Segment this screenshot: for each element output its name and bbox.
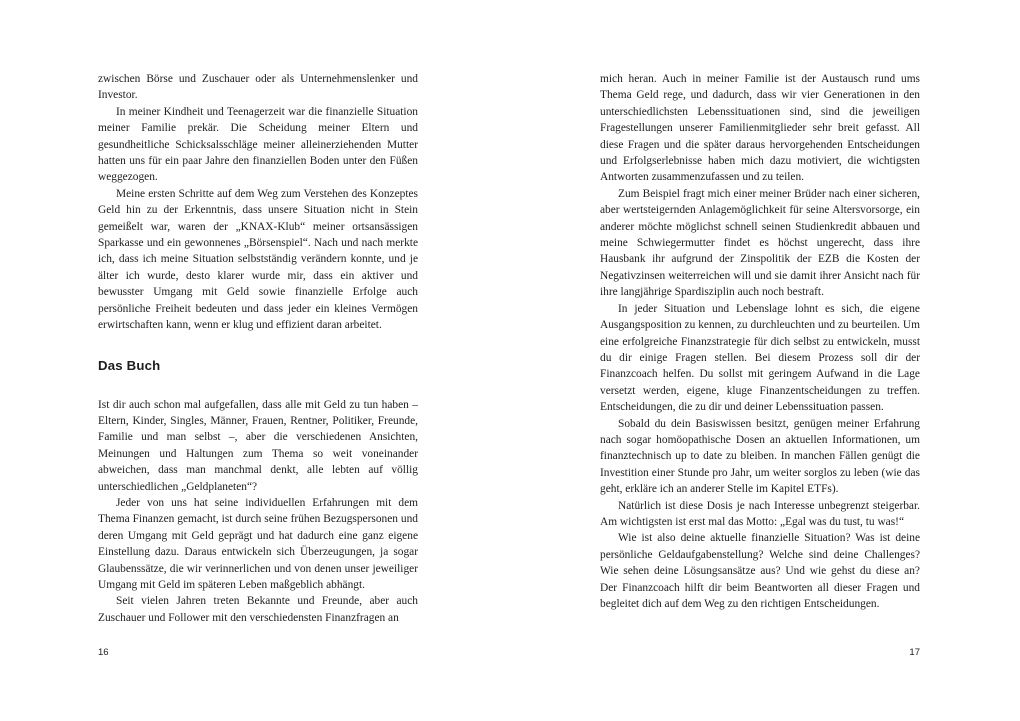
page-number-left: 16 bbox=[98, 647, 109, 658]
page-number-right: 17 bbox=[909, 647, 920, 658]
right-page bbox=[600, 71, 920, 612]
paragraph: Sobald du dein Basiswissen besitzt, genügen meiner Erfahrung nach sogar homöopathische Dosen an aktuellen Informationen, um finanztechnisch up to date zu bleiben. In manchen Fällen genügt die Investition einer Stunde pro Jahr, um weiter sorglos zu leben (wie das geht, erkläre ich an anderer Stelle im Kapitel ETFs). bbox=[600, 417, 920, 496]
paragraph: Zum Beispiel fragt mich einer meiner Brüder nach einer sicheren, aber wertsteigernden Anlagemöglichkeit für seine Altersvorsorge, ein anderer möchte möglichst schnell seinen Studienkredit abbauen und meine Schwiegermutter findet es höchst ungerecht, dass ihre Hausbank ihr aufgrund der Zinspolitik der EZB die Kosten der Negativzinsen weiterreichen will und sie damit ihrer Ansicht nach für ihre langjährige Spardisziplin auch noch bestraft. bbox=[600, 187, 920, 299]
paragraph: Wie ist also deine aktuelle finanzielle Situation? Was ist deine persönliche Geldaufgabenstellung? Welche sind deine Challenges? Wie sehen deine Lösungsansätze aus? Und wie gehst du diese an? Der Finanzcoach hilft dir beim Beantworten all dieser Fragen und begleitet dich auf dem Weg zu den richtigen Entscheidungen. bbox=[600, 532, 920, 610]
paragraph: Seit vielen Jahren treten Bekannte und Freunde, aber auch Zuschauer und Follower mit den verschiedensten Finanzfragen an bbox=[98, 595, 418, 624]
paragraph: Natürlich ist diese Dosis je nach Interesse unbegrenzt steigerbar. Am wichtigsten ist erst mal das Motto: „Egal was du tust, tu was!“ bbox=[600, 499, 920, 528]
paragraph: In jeder Situation und Lebenslage lohnt es sich, die eigene Ausgangsposition zu kennen, zu durchleuchten und zu beurteilen. Um eine erfolgreiche Finanzstrategie für dich selbst zu entwickeln, musst du dir einige Fragen stellen. Bei diesem Prozess soll dir der Finanzcoach helfen. Du sollst mit geringem Aufwand in die Lage versetzt werden, eigene, kluge Finanzentscheidungen zu treffen. Entscheidungen, die zu dir und deiner Lebenssituation passen. bbox=[600, 302, 920, 414]
paragraph: Meine ersten Schritte auf dem Weg zum Verstehen des Konzeptes Geld hin zu der Erkenntnis, dass unsere Situation nicht in Stein gemeißelt war, waren der „KNAX-Klub“ meiner ortsansässigen Sparkasse und ein gewonnenes „Börsenspiel“. Nach und nach merkte ich, dass ich meine Situation selbstständig verändern konnte, und je älter ich wurde, desto klarer wurde mir, dass ein aktiver und bewusster Umgang mit Geld sowie finanzielle Erfolge auch persönliche Freiheit bedeuten und dass jeder ein kleines Vermögen erwirtschaften kann, wenn er klug und effizient daran arbeitet. bbox=[98, 187, 418, 332]
paragraph: In meiner Kindheit und Teenagerzeit war die finanzielle Situation meiner Familie prekär. Die Scheidung meiner Eltern und gesundheitliche Schicksalsschläge meiner alleinerziehenden Mutter hatten uns für ein paar Jahre den finanziellen Boden unter den Füßen weggezogen. bbox=[98, 105, 418, 184]
paragraph: Ist dir auch schon mal aufgefallen, dass alle mit Geld zu tun haben – Eltern, Kinder, Singles, Männer, Frauen, Rentner, Politiker, Freunde, Familie und man selbst –, aber die verschiedenen Ansichten, Meinungen und Haltungen zum Thema so weit voneinander abweichen, dass man manchmal denkt, alle lebten auf völlig unterschiedlichen „Geldplaneten“? bbox=[98, 398, 418, 493]
section-heading: Das Buch bbox=[98, 357, 161, 373]
left-page bbox=[98, 71, 418, 626]
paragraph: zwischen Börse und Zuschauer oder als Unternehmenslenker und Investor. bbox=[98, 73, 418, 102]
paragraph: Jeder von uns hat seine individuellen Erfahrungen mit dem Thema Finanzen gemacht, ist durch seine frühen Bezugspersonen und deren Umgang mit Geld geprägt und hat dadurch eine ganz eigene Einstellung dazu. Daraus entwickeln sich Überzeugungen, ja sogar Glaubenssätze, die wir verinnerlichen und von denen unser jeweiliger Umgang mit Geld im späteren Leben maßgeblich abhängt. bbox=[98, 496, 418, 591]
paragraph: mich heran. Auch in meiner Familie ist der Austausch rund ums Thema Geld rege, und dadurch, dass wir vier Generationen in den unterschiedlichsten Lebenssituationen sind, sind die jeweiligen Fragestellungen unserer Familienmitglieder sehr breit gefasst. All diese Fragen und die später daraus hervorgehenden Entscheidungen und Erfolgserlebnisse haben mich dazu motiviert, die wichtigsten Antworten zusammenzufassen und zu teilen. bbox=[600, 73, 920, 184]
